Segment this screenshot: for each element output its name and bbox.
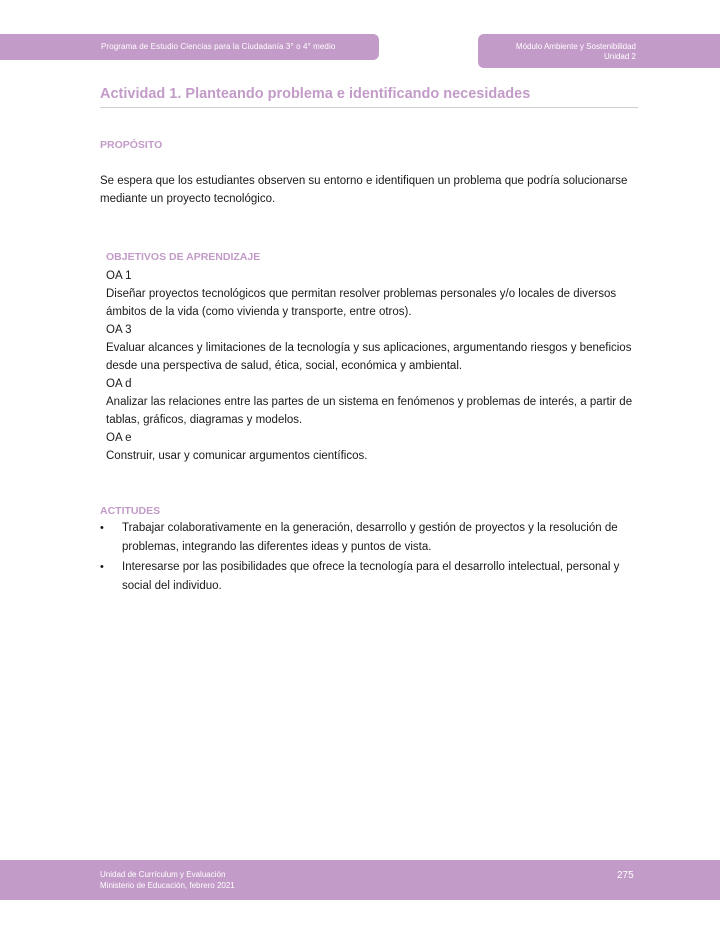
header-module-name: Módulo Ambiente y Sostenibilidad — [515, 42, 636, 51]
objetivos-list — [106, 267, 641, 465]
list-item — [100, 519, 640, 557]
bullet-icon: • — [100, 522, 104, 534]
header-program-banner — [0, 34, 379, 60]
proposito-heading: PROPÓSITO — [100, 139, 163, 151]
objective-text: Diseñar proyectos tecnológicos que permitan resolver problemas personales y/o locales de diversos ámbitos de la vida (como vivienda y transporte, entre otros). — [106, 288, 617, 318]
page-title: Actividad 1. Planteando problema e identificando necesidades — [100, 86, 638, 108]
attitude-text: Trabajar colaborativamente en la generación, desarrollo y gestión de proyectos y la resolución de problemas, integrando las diferentes ideas y puntos de vista. — [122, 522, 618, 553]
objective-code: OA 3 — [106, 324, 132, 336]
page-number: 275 — [617, 870, 634, 881]
header-program-title: Programa de Estudio Ciencias para la Ciudadanía 3° o 4° medio — [101, 42, 336, 51]
list-item — [100, 558, 640, 596]
header-unit: Unidad 2 — [603, 52, 636, 61]
objective-code: OA e — [106, 432, 132, 444]
objective-text: Construir, usar y comunicar argumentos científicos. — [106, 450, 368, 462]
proposito-text: Se espera que los estudiantes observen su entorno e identifiquen un problema que podría solucionarse mediante un proyecto tecnológico. — [100, 175, 628, 205]
objective-text: Analizar las relaciones entre las partes de un sistema en fenómenos y problemas de interés, a partir de tablas, gráficos, diagramas y modelos. — [106, 396, 633, 426]
objetivos-heading: OBJETIVOS DE APRENDIZAJE — [106, 251, 261, 263]
footer-bar — [0, 860, 720, 900]
objective-code: OA 1 — [106, 270, 132, 282]
footer-ministry: Ministerio de Educación, febrero 2021 — [100, 881, 235, 890]
objective-code: OA d — [106, 378, 132, 390]
actitudes-heading: ACTITUDES — [100, 505, 161, 517]
bullet-icon: • — [100, 561, 104, 573]
objective-text: Evaluar alcances y limitaciones de la tecnología y sus aplicaciones, argumentando riesgos y beneficios desde una perspectiva de salud, ética, social, económica y ambiental. — [106, 342, 632, 372]
actitudes-list — [100, 519, 640, 597]
footer-unit: Unidad de Currículum y Evaluación — [100, 870, 226, 879]
attitude-text: Interesarse por las posibilidades que ofrece la tecnología para el desarrollo intelectual, personal y social del individuo. — [122, 561, 620, 592]
header-module-banner — [478, 34, 720, 68]
